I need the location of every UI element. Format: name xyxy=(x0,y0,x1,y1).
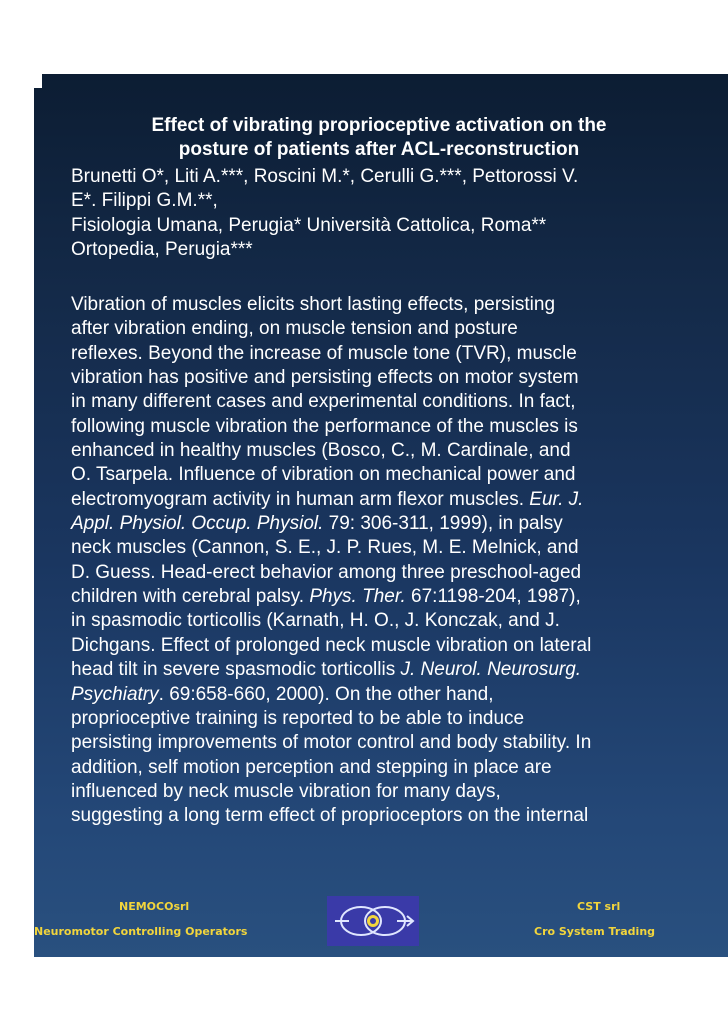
abstract-text: following muscle vibration the performance of the muscles is xyxy=(71,415,578,437)
abstract-line xyxy=(71,780,721,804)
corner-notch xyxy=(34,74,42,88)
authors-line: Brunetti O*, Liti A.***, Roscini M.*, Cerulli G.***, Pettorossi V. xyxy=(71,166,579,187)
abstract-text: addition, self motion perception and stepping in place are xyxy=(71,756,552,778)
slide xyxy=(34,74,728,957)
abstract-text: in spasmodic torticollis (Karnath, H. O., J. Konczak, and J. xyxy=(71,610,560,632)
citation-italic: Psychiatry xyxy=(71,683,159,705)
abstract-text: persisting improvements of motor control and body stability. In xyxy=(71,732,592,754)
abstract-text: in many different cases and experimental conditions. In fact, xyxy=(71,391,576,413)
affiliation-line: Fisiologia Umana, Perugia* Università Cattolica, Roma** xyxy=(71,214,547,236)
citation-italic: Eur. J. xyxy=(529,488,584,510)
abstract-text: proprioceptive training is reported to be able to induce xyxy=(71,707,525,729)
abstract-line xyxy=(71,634,721,658)
footer-left-company: NEMOCOsrl xyxy=(119,900,190,913)
abstract-line xyxy=(71,317,721,341)
abstract-line xyxy=(71,804,721,828)
abstract-text: O. Tsarpela. Influence of vibration on mechanical power and xyxy=(71,464,576,486)
abstract-line xyxy=(71,561,721,585)
abstract-line xyxy=(71,488,721,512)
abstract-text: Dichgans. Effect of prolonged neck muscle vibration on lateral xyxy=(71,634,592,656)
abstract-text: . 69:658-660, 2000). On the other hand, xyxy=(158,683,494,705)
abstract-text: electromyogram activity in human arm flexor muscles. xyxy=(71,488,530,510)
citation-italic: Appl. Physiol. Occup. Physiol. xyxy=(71,513,324,535)
abstract-line xyxy=(71,585,721,609)
abstract-line xyxy=(71,658,721,682)
authors-block xyxy=(71,165,711,262)
abstract-text: D. Guess. Head-erect behavior among three preschool-aged xyxy=(71,561,582,583)
company-logo-icon xyxy=(327,896,419,946)
footer-right-company: CST srl xyxy=(577,900,621,913)
abstract-line xyxy=(71,390,721,414)
abstract-text: Vibration of muscles elicits short lasting effects, persisting xyxy=(71,294,556,315)
abstract-line xyxy=(71,463,721,487)
citation-italic: J. Neurol. Neurosurg. xyxy=(400,659,582,681)
abstract-line xyxy=(71,366,721,390)
footer-right-description: Cro System Trading xyxy=(534,925,656,938)
abstract-text: 67:1198-204, 1987), xyxy=(405,586,581,608)
abstract-text: enhanced in healthy muscles (Bosco, C., M. Cardinale, and xyxy=(71,440,571,462)
abstract-text: neck muscles (Cannon, S. E., J. P. Rues, M. E. Melnick, and xyxy=(71,537,579,559)
footer-left-description: Neuromotor Controlling Operators xyxy=(34,925,248,938)
abstract-text: influenced by neck muscle vibration for many days, xyxy=(71,780,501,802)
abstract-line xyxy=(71,609,721,633)
abstract-line xyxy=(71,415,721,439)
abstract-text: vibration has positive and persisting effects on motor system xyxy=(71,367,579,389)
authors-line: E*. Filippi G.M.**, xyxy=(71,190,218,212)
abstract-line xyxy=(71,342,721,366)
abstract-line xyxy=(71,731,721,755)
abstract-body xyxy=(71,293,721,829)
abstract-line xyxy=(71,683,721,707)
abstract-line xyxy=(71,707,721,731)
title-line-2: posture of patients after ACL-reconstruction xyxy=(178,139,580,160)
abstract-text: 79: 306-311, 1999), in palsy xyxy=(323,513,563,535)
citation-italic: Phys. Ther. xyxy=(309,586,406,608)
page-title xyxy=(34,114,724,162)
abstract-text: children with cerebral palsy. xyxy=(71,586,310,608)
abstract-line xyxy=(71,439,721,463)
title-line-1: Effect of vibrating proprioceptive activation on the xyxy=(151,115,607,136)
abstract-line xyxy=(71,293,721,317)
abstract-line xyxy=(71,536,721,560)
abstract-text: head tilt in severe spasmodic torticollis xyxy=(71,659,401,681)
abstract-text: reflexes. Beyond the increase of muscle tone (TVR), muscle xyxy=(71,342,577,364)
abstract-line xyxy=(71,756,721,780)
abstract-text: after vibration ending, on muscle tension and posture xyxy=(71,318,518,340)
abstract-text: suggesting a long term effect of proprioceptors on the internal xyxy=(71,805,589,827)
abstract-line xyxy=(71,512,721,536)
affiliation-line: Ortopedia, Perugia*** xyxy=(71,238,253,260)
